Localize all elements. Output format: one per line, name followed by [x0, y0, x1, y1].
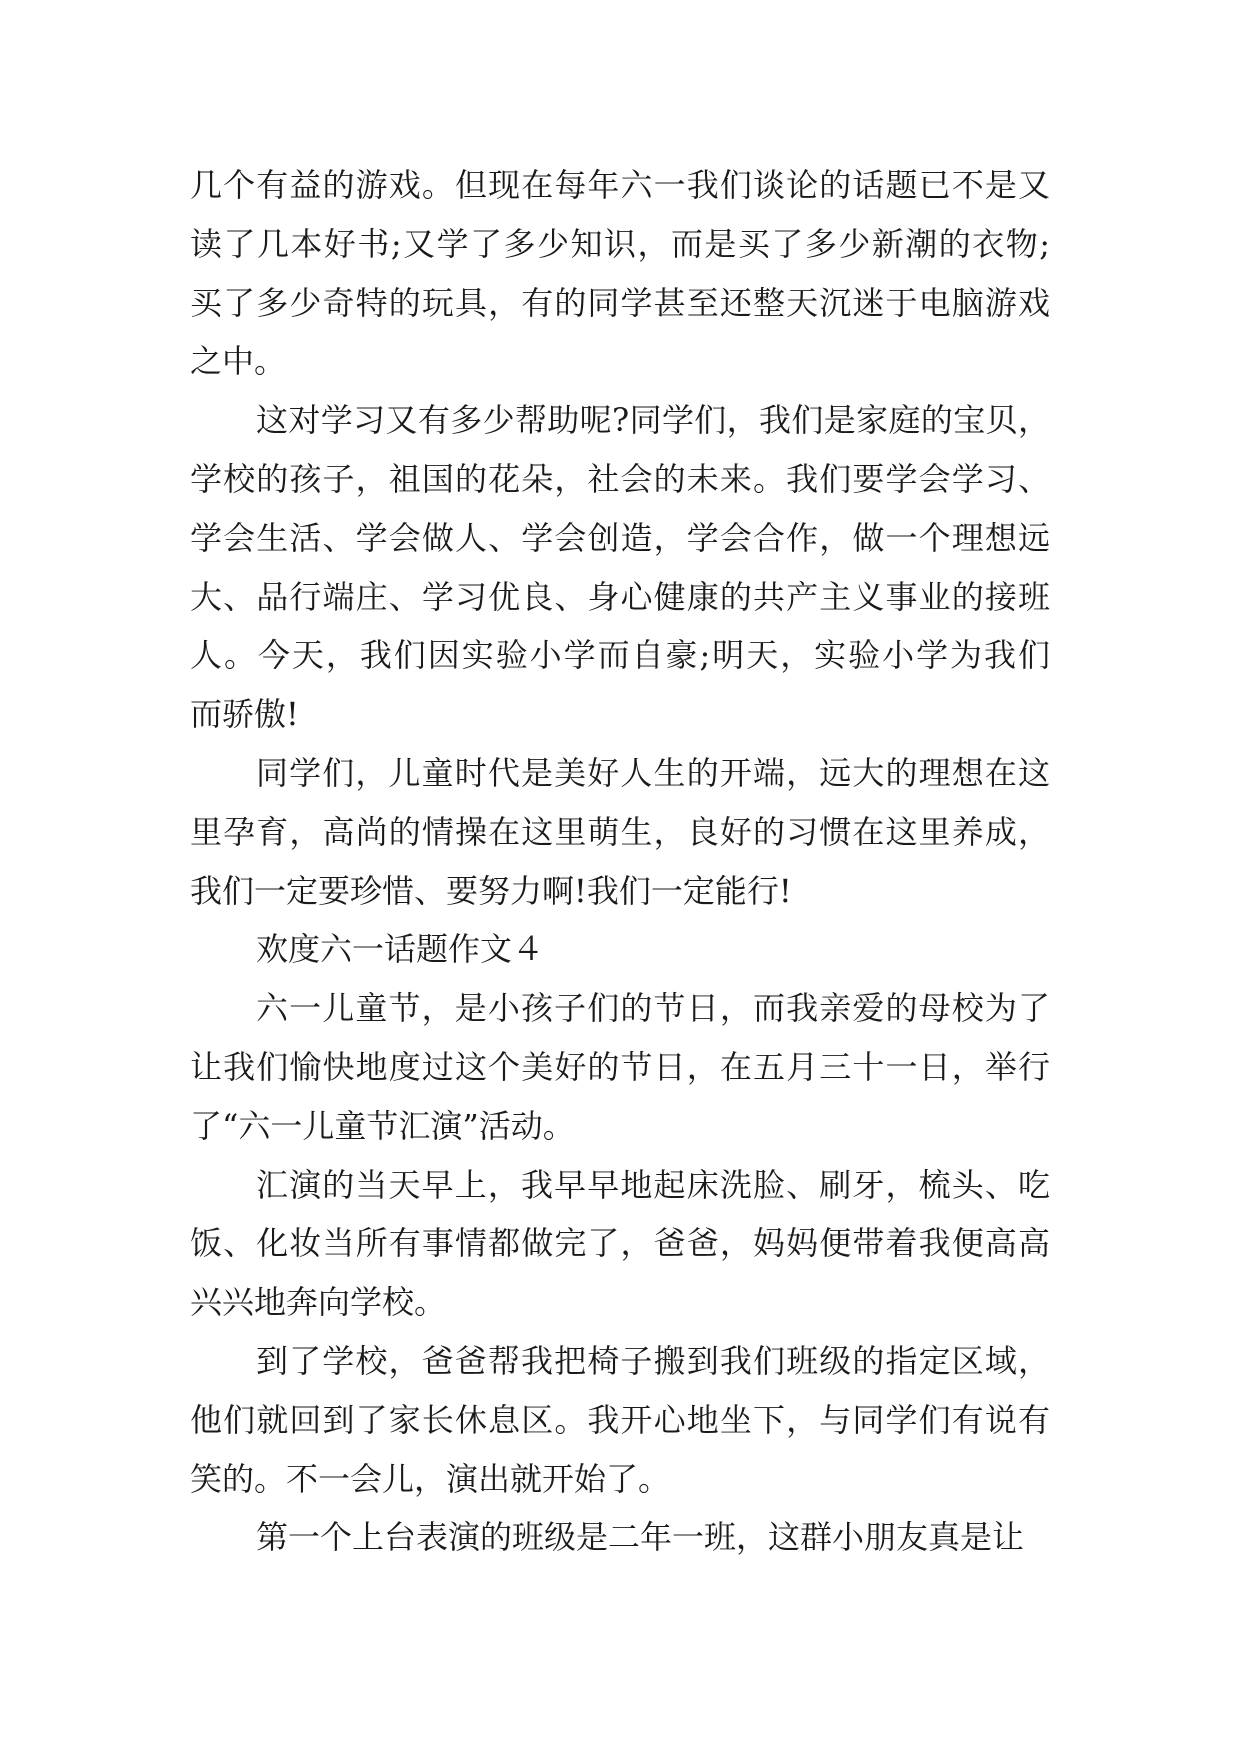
paragraph [190, 1332, 1050, 1508]
document-body [190, 156, 1050, 1567]
text-line: 里孕育，高尚的情操在这里萌生，良好的习惯在这里养成， [190, 812, 1050, 851]
text-line: 买了多少奇特的玩具，有的同学甚至还整天沉迷于电脑游戏 [190, 283, 1050, 322]
text-line: 之中。 [190, 342, 287, 381]
text-line: 读了几本好书;又学了多少知识，而是买了多少新潮的衣物; [190, 224, 1050, 263]
paragraph [190, 1508, 1050, 1567]
text-line: 第一个上台表演的班级是二年一班，这群小朋友真是让 [256, 1518, 1025, 1557]
text-line: 几个有益的游戏。但现在每年六一我们谈论的话题已不是又 [190, 166, 1050, 204]
text-line: 笑的。不一会儿，演出就开始了。 [190, 1459, 671, 1498]
paragraph [190, 391, 1050, 744]
paragraph [190, 156, 1050, 391]
paragraph [190, 744, 1050, 920]
text-line: 同学们，儿童时代是美好人生的开端，远大的理想在这 [256, 753, 1050, 792]
paragraph [190, 920, 1050, 979]
text-line: 让我们愉快地度过这个美好的节日，在五月三十一日，举行 [190, 1047, 1050, 1086]
paragraph [190, 979, 1050, 1155]
text-line: 六一儿童节，是小孩子们的节日，而我亲爱的母校为了 [256, 989, 1050, 1028]
text-line: 这对学习又有多少帮助呢?同学们，我们是家庭的宝贝， [256, 401, 1050, 440]
text-line: 饭、化妆当所有事情都做完了，爸爸，妈妈便带着我便高高 [190, 1224, 1050, 1263]
text-line: 兴兴地奔向学校。 [190, 1283, 447, 1322]
paragraph [190, 1156, 1050, 1332]
text-line: 大、品行端庄、学习优良、身心健康的共产主义事业的接班 [190, 577, 1050, 616]
text-line: 而骄傲! [190, 695, 299, 734]
text-line: 学会生活、学会做人、学会创造，学会合作，做一个理想远 [190, 518, 1050, 557]
text-line: 汇演的当天早上，我早早地起床洗脸、刷牙，梳头、吃 [256, 1165, 1050, 1204]
text-line: 他们就回到了家长休息区。我开心地坐下，与同学们有说有 [190, 1400, 1050, 1439]
text-line: 欢度六一话题作文４ [256, 930, 545, 969]
text-line: 了“六一儿童节汇演”活动。 [190, 1106, 575, 1145]
text-line: 学校的孩子，祖国的花朵，社会的未来。我们要学会学习、 [190, 459, 1050, 498]
text-line: 人。今天，我们因实验小学而自豪;明天，实验小学为我们 [190, 636, 1050, 675]
text-line: 到了学校，爸爸帮我把椅子搬到我们班级的指定区域， [256, 1341, 1050, 1380]
text-line: 我们一定要珍惜、要努力啊!我们一定能行! [190, 871, 792, 910]
